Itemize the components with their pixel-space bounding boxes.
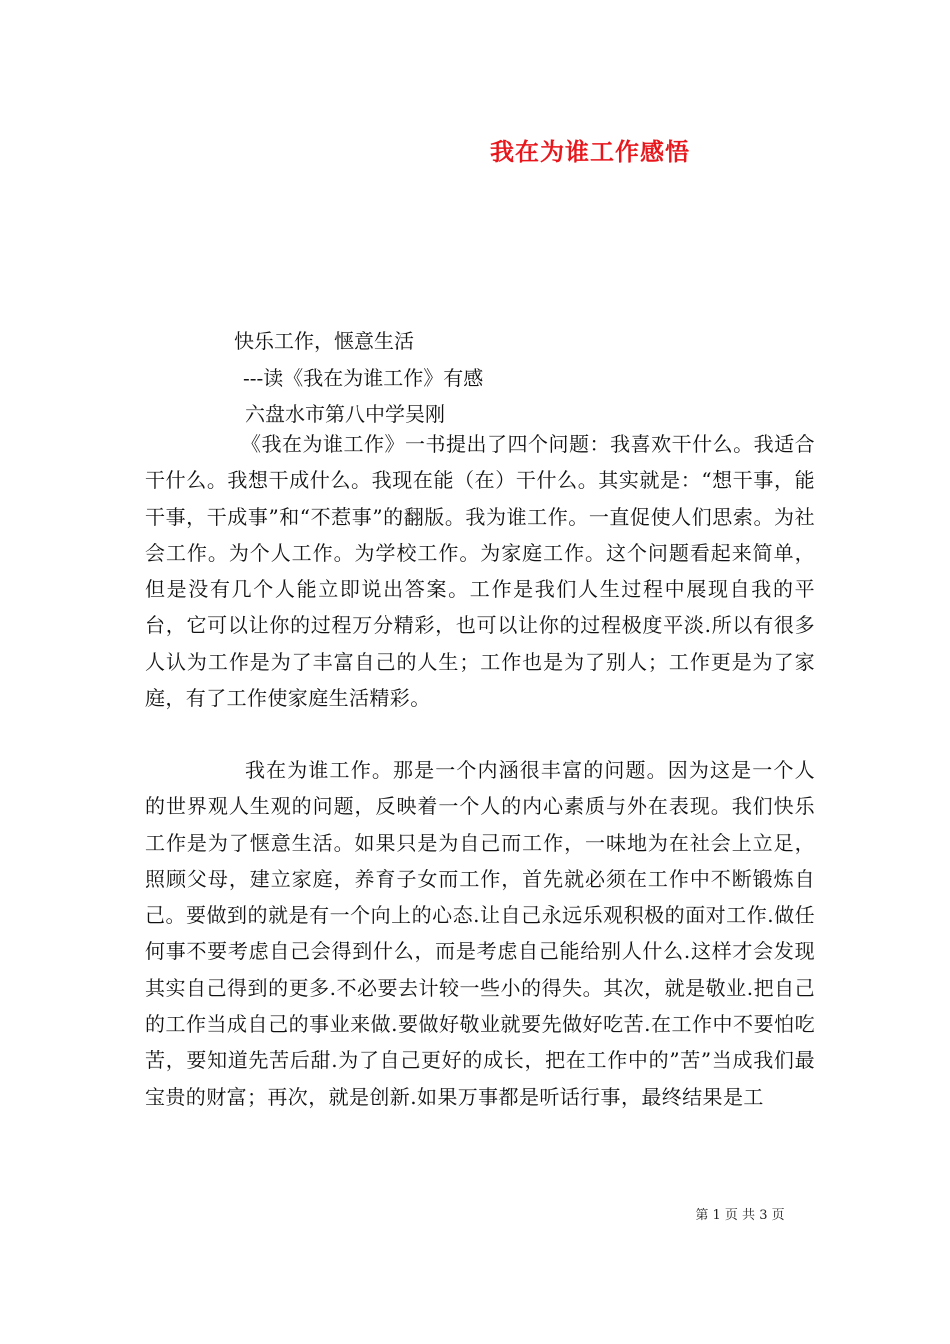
essay-title: 快乐工作，惬意生活 [234, 329, 414, 353]
essay-subtitle: ---读《我在为谁工作》有感 [243, 366, 484, 390]
page-footer: 第 1 页 共 3 页 [695, 1208, 785, 1223]
paragraph-2: 我在为谁工作。那是一个内涵很丰富的问题。因为这是一个人的世界观人生观的问题，反映着一个人的内心素质与外在表现。我们快乐工作是为了惬意生活。如果只是为自己而工作，一味地为在社会上立足，照顾父母，建立家庭，养育子女而工作，首先就必须在工作中不断锻炼自己。要做到的就是有一个向上的心态.让自己永远乐观积极的面对工作.做任何事不要考虑自己会得到什么，而是考虑自己能给别人什么.这样才会发现其实自己得到的更多.不必要去计较一些小的得失。其次，就是敬业.把自己的工作当成自己的事业来做.要做好敬业就要先做好吃苦.在工作中不要怕吃苦，要知道先苦后甜.为了自己更好的成长，把在工作中的”苦”当成我们最宝贵的财富；再次，就是创新.如果万事都是听话行事，最终结果是工 [145, 758, 815, 1109]
author-line: 六盘水市第八中学吴刚 [245, 402, 445, 426]
paragraph-1: 《我在为谁工作》一书提出了四个问题：我喜欢干什么。我适合干什么。我想干成什么。我现在能（在）干什么。其实就是：“想干事，能干事，干成事”和“不惹事”的翻版。我为谁工作。一直促使人们思索。为社会工作。为个人工作。为学校工作。为家庭工作。这个问题看起来简单，但是没有几个人能立即说出答案。工作是我们人生过程中展现自我的平台，它可以让你的过程万分精彩，也可以让你的过程极度平淡.所以有很多人认为工作是为了丰富自己的人生；工作也是为了别人；工作更是为了家庭，有了工作使家庭生活精彩。 [145, 432, 815, 711]
document-title: 我在为谁工作感悟 [490, 137, 690, 166]
